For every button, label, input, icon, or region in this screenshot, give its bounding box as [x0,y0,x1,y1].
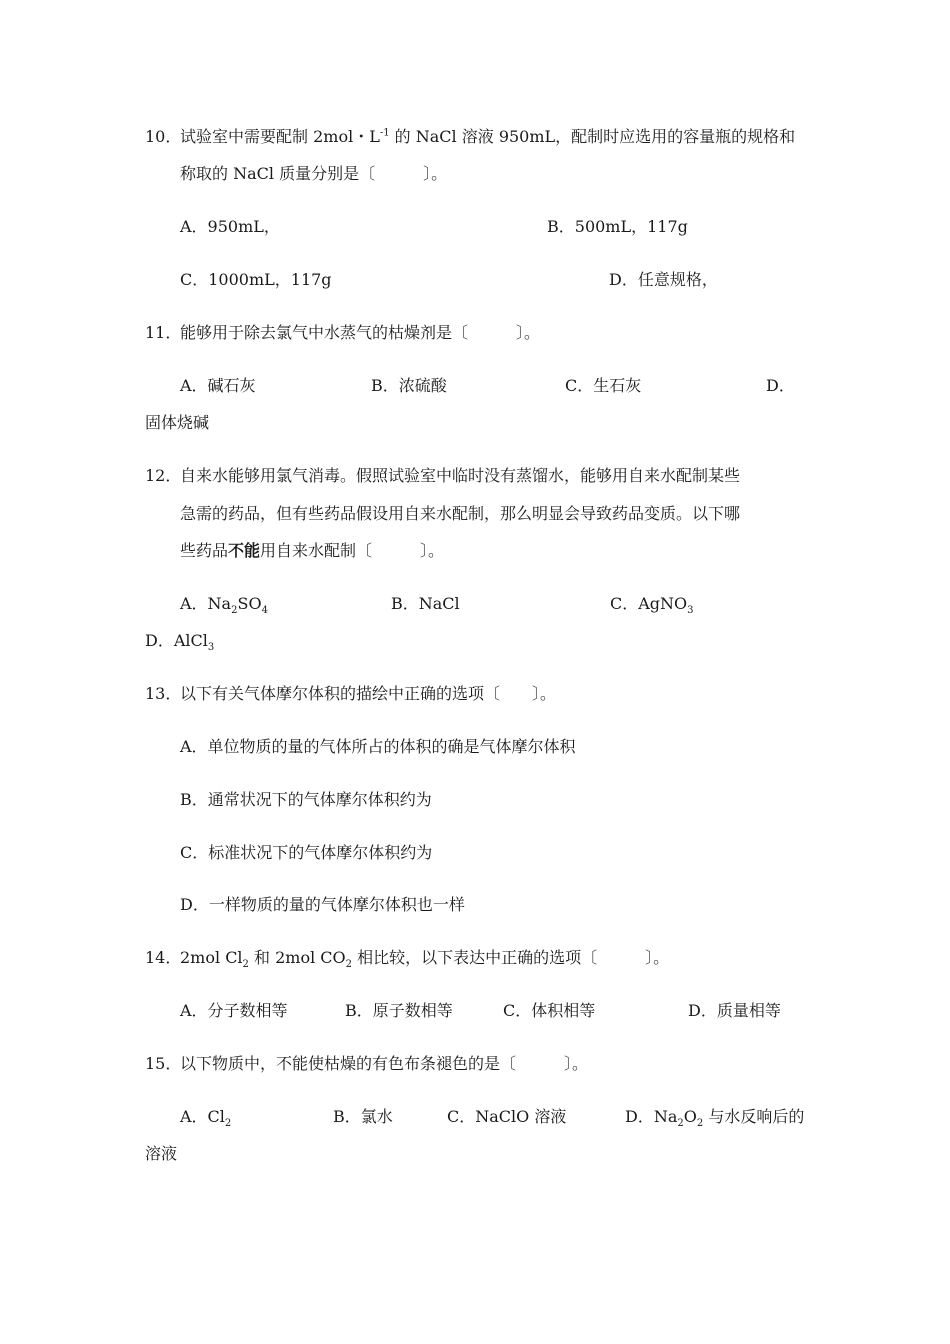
q13-option-b: B．通常状况下的气体摩尔体积约为 [180,790,432,809]
q10-stem-line1: 试验室中需要配制 2mol・$L^{-1}$ 的 NaCl 溶液 950mL，配制时应选用的容量瓶的规格和 [180,127,796,146]
q12-option-c: C．AgNO$_3$ [610,594,694,617]
q15-option-b: B．氯水 [333,1107,393,1126]
q15-option-d-wrap: 溶液 [145,1144,178,1163]
q14-option-b: B．原子数相等 [345,1001,453,1020]
q13-option-d: D．一样物质的量的气体摩尔体积也一样 [180,895,465,914]
q14-option-c: C．体积相等 [503,1001,596,1020]
q12-option-b: B．NaCl [391,594,460,613]
q11-option-c: C．生石灰 [565,376,642,395]
q11-option-a: A．碱石灰 [180,376,256,395]
q13-option-c: C．标准状况下的气体摩尔体积约为 [180,843,433,862]
q14-option-d: D．质量相等 [688,1001,781,1020]
q10-option-c: C．1000mL，117g [180,270,332,289]
q14-option-a: A．分子数相等 [180,1001,288,1020]
emphasis-not: 不能 [228,541,261,560]
q11-option-d: D． [766,376,795,395]
q15-number: 15． [145,1054,182,1073]
q12-stem-line3: 些药品不能用自来水配制〔 〕。 [180,541,445,560]
q13-number: 13． [145,684,182,703]
q15-option-d: D．$Na_2O_2$ 与水反响后的 [625,1107,805,1130]
q12-number: 12． [145,466,182,485]
q10-option-a: A．950mL， [180,217,280,236]
q11-stem: 能够用于除去氯气中水蒸气的枯燥剂是〔 〕。 [180,323,541,342]
q13-option-a: A．单位物质的量的气体所占的体积的确是气体摩尔体积 [180,737,576,756]
q14-number: 14． [145,948,182,967]
q10-option-d: D．任意规格， [609,270,718,289]
q15-stem: 以下物质中，不能使枯燥的有色布条褪色的是〔 〕。 [180,1054,589,1073]
q10-option-b: B．500mL，117g [547,217,688,236]
q12-option-a: A．$Na_2SO_4$ [180,594,268,617]
q14-stem: 2mol $Cl_2$ 和 2mol $CO_2$ 相比较，以下表达中正确的选项〔 〕。 [180,948,670,971]
q12-stem-line1: 自来水能够用氯气消毒。假照试验室中临时没有蒸馏水，能够用自来水配制某些 [180,466,741,485]
q12-stem-line2: 急需的药品，但有些药品假设用自来水配制，那么明显会导致药品变质。以下哪 [180,504,741,523]
q11-option-d-wrap: 固体烧碱 [145,413,210,432]
q11-number: 11． [145,323,182,342]
q13-stem: 以下有关气体摩尔体积的描绘中正确的选项〔 〕。 [180,684,557,703]
q10-stem-line2: 称取的 NaCl 质量分别是〔 〕。 [180,164,448,183]
q12-option-d: D．AlCl$_3$ [145,631,215,654]
q15-option-c: C．NaClO 溶液 [447,1107,567,1126]
q15-option-a: A．$Cl_2$ [180,1107,232,1130]
q11-option-b: B．浓硫酸 [371,376,447,395]
q10-number: 10． [145,127,182,146]
